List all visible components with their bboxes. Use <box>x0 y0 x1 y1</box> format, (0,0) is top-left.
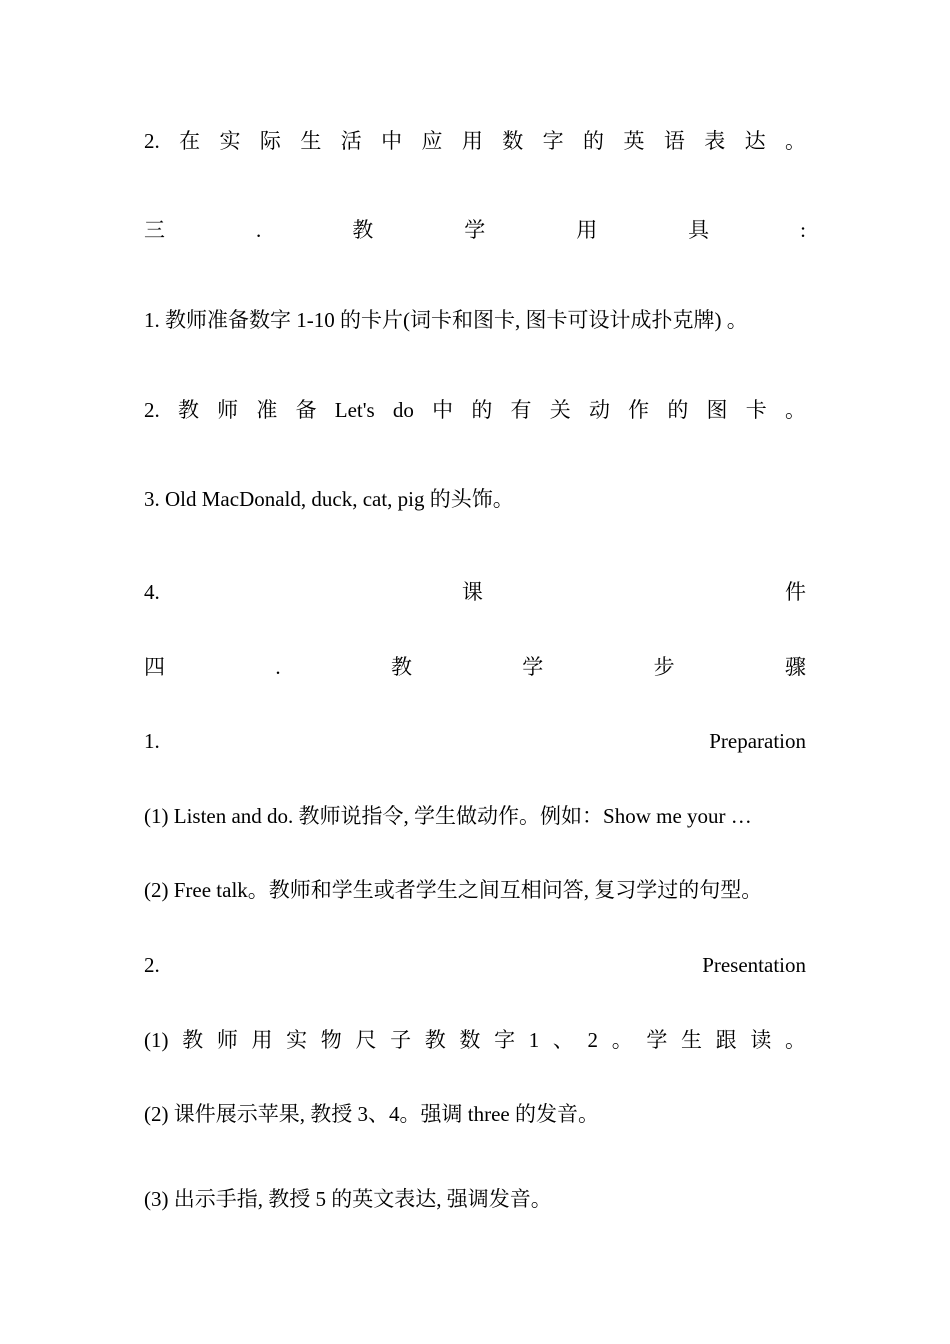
text-segment: 。 <box>784 398 806 422</box>
text-segment: 课 <box>461 580 483 604</box>
text-segment: 的 <box>471 398 493 422</box>
text-segment: 活 <box>340 129 362 153</box>
text-segment: 三 <box>144 218 165 242</box>
text-segment: 有 <box>510 398 532 422</box>
text-segment: 物 <box>320 1028 342 1052</box>
text-segment: 具 <box>688 218 710 242</box>
text-segment: 教 <box>182 1028 204 1052</box>
presentation-item-2: (2) 课件展示苹果, 教授 3、4。强调 three 的发音。 <box>144 1102 599 1126</box>
text-segment: 教 <box>352 218 374 242</box>
text-segment: 语 <box>663 129 685 153</box>
text-segment: 1. <box>144 729 160 753</box>
text-segment: 跟 <box>715 1028 737 1052</box>
preparation-item-2: (2) Free talk。教师和学生或者学生之间互相问答, 复习学过的句型。 <box>144 878 763 902</box>
text-segment: 字 <box>542 129 564 153</box>
text-segment: 中 <box>432 398 454 422</box>
text-segment: 2. <box>144 953 160 977</box>
text-segment: 图 <box>706 398 728 422</box>
text-segment: 关 <box>549 398 571 422</box>
text-segment: 件 <box>785 580 806 604</box>
tool-item-3: 3. Old MacDonald, duck, cat, pig 的头饰。 <box>144 487 514 511</box>
text-segment: 4. <box>144 580 160 604</box>
text-segment: 学 <box>522 655 544 679</box>
tool-item-2 <box>144 395 806 425</box>
objective-line-2 <box>144 126 806 156</box>
text-segment: 准 <box>256 398 278 422</box>
text-segment: 学 <box>646 1028 668 1052</box>
text-segment: 中 <box>381 129 403 153</box>
text-segment: . <box>275 655 281 679</box>
text-segment: 。 <box>785 129 806 153</box>
text-segment: Presentation <box>702 953 806 977</box>
text-segment: : <box>800 218 806 242</box>
presentation-item-1 <box>144 1025 806 1055</box>
text-segment: 骤 <box>784 655 806 679</box>
text-segment: 应 <box>421 129 443 153</box>
text-segment: 、 <box>552 1028 574 1052</box>
presentation-item-3: (3) 出示手指, 教授 5 的英文表达, 强调发音。 <box>144 1187 552 1211</box>
step-2-heading <box>144 950 806 980</box>
text-segment: 字 <box>494 1028 516 1052</box>
text-segment: 子 <box>390 1028 412 1052</box>
text-segment: 备 <box>295 398 317 422</box>
text-segment: 师 <box>216 1028 238 1052</box>
tool-item-4 <box>144 577 806 607</box>
text-segment: 用 <box>251 1028 273 1052</box>
text-segment: 际 <box>259 129 281 153</box>
text-segment: 实 <box>219 129 241 153</box>
text-segment: 师 <box>217 398 239 422</box>
text-segment: 的 <box>583 129 605 153</box>
text-segment: 生 <box>681 1028 702 1052</box>
text-segment: 读 <box>750 1028 772 1052</box>
text-segment: 2. <box>144 398 160 422</box>
preparation-item-1: (1) Listen and do. 教师说指令, 学生做动作。例如：Show me your … <box>144 804 752 828</box>
text-segment: 实 <box>286 1028 308 1052</box>
text-segment: 在 <box>179 129 201 153</box>
text-segment: 作 <box>628 398 650 422</box>
step-1-heading <box>144 726 806 756</box>
text-segment: 生 <box>300 129 322 153</box>
section-heading-tools <box>144 215 806 245</box>
text-segment: 卡 <box>745 398 767 422</box>
text-segment: 表 <box>704 129 726 153</box>
text-segment: . <box>255 218 262 242</box>
text-segment: 学 <box>464 218 486 242</box>
text-segment: 数 <box>502 129 524 153</box>
text-segment: 教 <box>424 1028 446 1052</box>
text-segment: 步 <box>653 655 675 679</box>
text-segment: 2. <box>144 129 160 153</box>
text-segment: 的 <box>667 398 689 422</box>
section-heading-steps <box>144 652 806 682</box>
text-segment: 达 <box>744 129 766 153</box>
tool-item-1: 1. 教师准备数字 1-10 的卡片(词卡和图卡, 图卡可设计成扑克牌) 。 <box>144 308 748 332</box>
text-segment: 用 <box>576 218 598 242</box>
text-segment: 动 <box>588 398 610 422</box>
text-segment: 数 <box>459 1028 481 1052</box>
text-segment: 用 <box>461 129 483 153</box>
text-segment: Preparation <box>709 729 806 753</box>
text-segment: 尺 <box>355 1028 377 1052</box>
text-segment: 2 <box>587 1028 599 1052</box>
text-segment: 。 <box>784 1028 806 1052</box>
text-segment: (1) <box>144 1028 169 1052</box>
text-segment: Let's <box>334 398 375 422</box>
text-segment: 英 <box>623 129 645 153</box>
text-segment: 1 <box>528 1028 540 1052</box>
text-segment: 教 <box>177 398 199 422</box>
text-segment: do <box>392 398 414 422</box>
text-segment: 四 <box>144 655 165 679</box>
text-segment: 教 <box>390 655 412 679</box>
text-segment: 。 <box>611 1028 633 1052</box>
